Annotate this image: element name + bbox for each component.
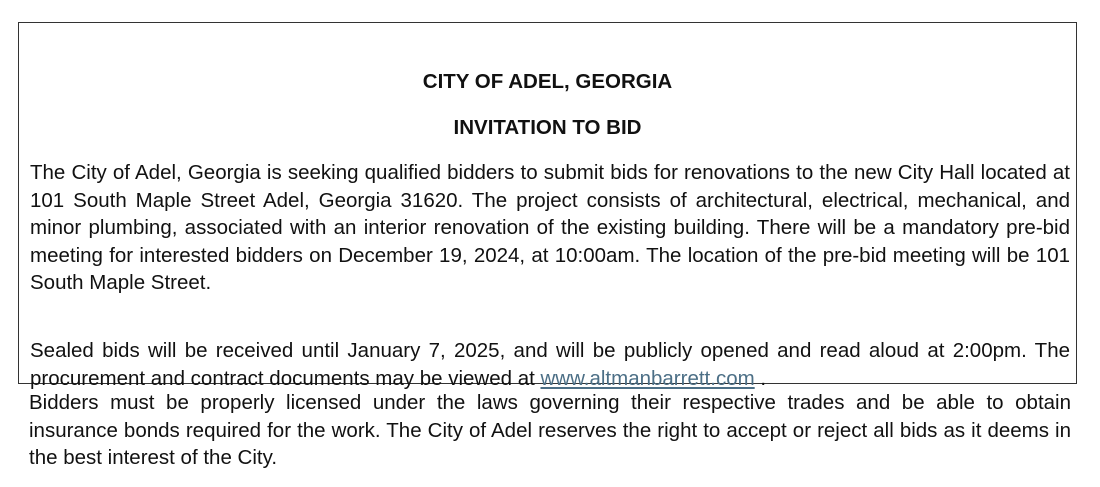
- licensing-paragraph: Bidders must be properly licensed under the laws governing their respective trades and be able to obtain insurance bonds required for the work. The City of Adel reserves the right to accept or reject all bids as it deems in the best interest of the City.: [29, 391, 1071, 469]
- bid-submission-text: Sealed bids will be received until January 7, 2025, and will be publicly opened and read aloud at 2:00pm. The procurement and contract documents may be viewed at: [30, 339, 1070, 390]
- bid-submission-paragraph: [30, 337, 1070, 392]
- project-description-paragraph: The City of Adel, Georgia is seeking qualified bidders to submit bids for renovations to the new City Hall located at 101 South Maple Street Adel, Georgia 31620. The project consists of architectural, electrical, mechanical, and minor plumbing, associated with an interior renovation of the existing building. There will be a mandatory pre-bid meeting for interested bidders on December 19, 2024, at 10:00am. The location of the pre-bid meeting will be 101 South Maple Street.: [30, 161, 1070, 294]
- notice-subheading: INVITATION TO BID: [453, 116, 642, 139]
- bid-submission-trailing-text: .: [754, 366, 767, 390]
- invitation-notice-box: [18, 22, 1077, 390]
- documents-link[interactable]: www.altmanbarrett.com: [540, 366, 755, 390]
- notice-heading: CITY OF ADEL, GEORGIA: [422, 70, 673, 93]
